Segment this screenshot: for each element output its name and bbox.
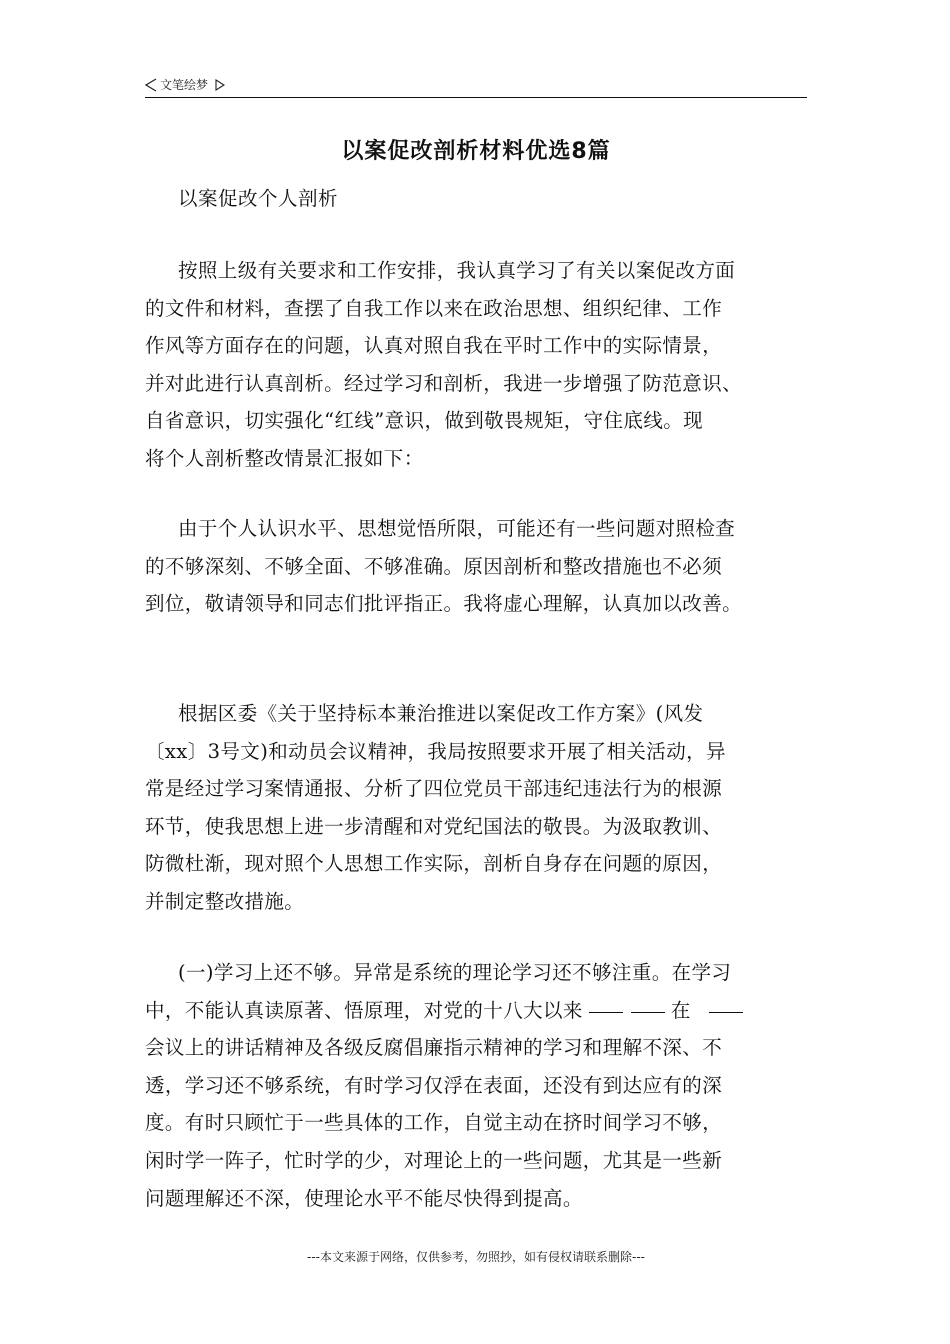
header-divider <box>145 97 807 98</box>
paragraph-line: 作风等方面存在的问题，认真对照自我在平时工作中的实际情景， <box>145 334 723 358</box>
paragraph-line: 会议上的讲话精神及各级反腐倡廉指示精神的学习和理解不深、不 <box>145 1036 723 1060</box>
paragraph-1 <box>145 252 807 478</box>
paragraph-line: 到位，敬请领导和同志们批评指正。我将虚心理解，认真加以改善。 <box>145 592 743 616</box>
paragraph-line: 常是经过学习案情通报、分析了四位党员干部违纪违法行为的根源 <box>145 777 723 801</box>
paragraph-line: 的不够深刻、不够全面、不够准确。原因剖析和整改措施也不必须 <box>145 554 723 578</box>
paragraph-inline-text: 在 <box>670 998 691 1022</box>
paragraph-line: 根据区委《关于坚持标本兼治推进以案促改工作方案》(风发 <box>178 702 704 725</box>
paragraph-line-text: 中，不能认真读原著、悟原理，对党的十八大以来 <box>145 998 583 1022</box>
paragraph-line: 自省意识，切实强化“红线”意识，做到敬畏规矩，守住底线。现 <box>145 409 704 433</box>
paragraph-4 <box>145 954 807 1217</box>
paragraph-line: 防微杜渐，现对照个人思想工作实际，剖析自身存在问题的原因， <box>145 852 723 876</box>
page-footer: ---本文来源于网络，仅供参考，勿照抄，如有侵权请联系删除--- <box>307 1250 645 1264</box>
paragraph-line: 并对此进行认真剖析。经过学习和剖析，我进一步增强了防范意识、 <box>145 371 743 395</box>
paragraph-line: 按照上级有关要求和工作安排，我认真学习了有关以案促改方面 <box>178 259 736 282</box>
paragraph-line: 问题理解还不深，使理论水平不能尽快得到提高。 <box>145 1186 583 1210</box>
paragraph-line: 透，学习还不够系统，有时学习仅浮在表面，还没有到达应有的深 <box>145 1073 723 1097</box>
paragraph-line: 由于个人认识水平、思想觉悟所限，可能还有一些问题对照检查 <box>178 517 736 540</box>
paragraph-line: 〔xx〕3号文)和动员会议精神，我局按照要求开展了相关活动，异 <box>145 739 726 763</box>
header-brand <box>145 76 225 93</box>
header-brand-text: 文笔绘梦 <box>160 78 209 92</box>
triangle-left-icon <box>145 78 157 92</box>
paragraph-line: 将个人剖析整改情景汇报如下： <box>145 446 424 470</box>
paragraph-line: 度。有时只顾忙于一些具体的工作，自觉主动在挤时间学习不够， <box>145 1111 723 1135</box>
paragraph-line: 闲时学一阵子，忙时学的少，对理论上的一些问题，尤其是一些新 <box>145 1148 723 1172</box>
blank-underline <box>709 1011 743 1013</box>
paragraph-2 <box>145 510 807 623</box>
paragraph-line: 并制定整改措施。 <box>145 889 305 913</box>
paragraph-line-with-blanks <box>145 992 807 1030</box>
document-title: 以案促改剖析材料优选8篇 <box>341 139 611 164</box>
triangle-right-icon <box>215 79 225 91</box>
document-subtitle: 以案促改个人剖析 <box>178 187 339 210</box>
paragraph-line: (一)学习上还不够。异常是系统的理论学习还不够注重。在学习 <box>178 961 732 984</box>
page-header <box>145 76 807 98</box>
blank-underline <box>631 1011 665 1013</box>
paragraph-3 <box>145 695 807 921</box>
blank-underline <box>589 1011 623 1013</box>
paragraph-line: 的文件和材料，查摆了自我工作以来在政治思想、组织纪律、工作 <box>145 296 723 320</box>
paragraph-line: 环节，使我思想上进一步清醒和对党纪国法的敬畏。为汲取教训、 <box>145 814 723 838</box>
